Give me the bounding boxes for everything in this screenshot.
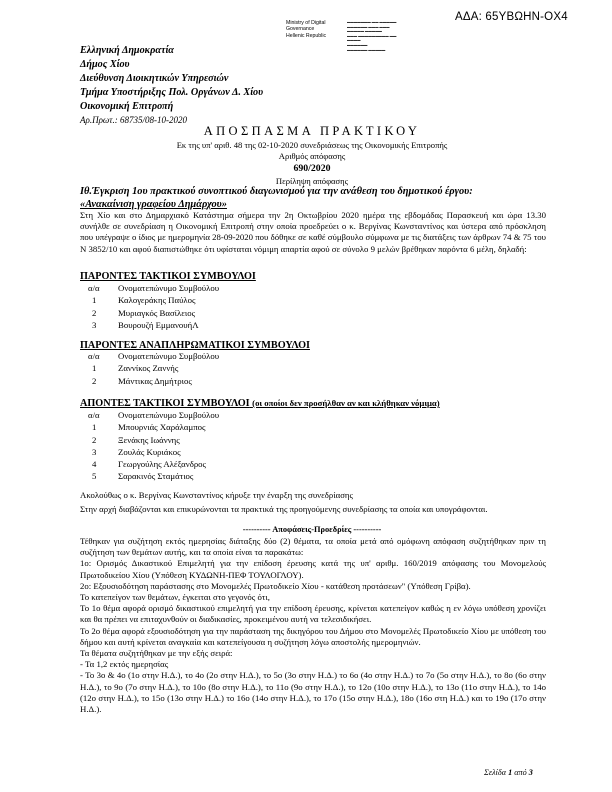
present-regular-table — [88, 282, 219, 331]
absent-regular-heading — [80, 398, 440, 409]
decisions-heading: ---------- Αποφάσεις-Προεδρίες ---------- — [242, 525, 382, 534]
page-number — [484, 768, 533, 777]
row-number: 2 — [92, 375, 97, 386]
column-number-header: α/α — [88, 410, 100, 420]
row-number: 4 — [92, 459, 97, 470]
column-number-header: α/α — [88, 283, 100, 293]
current-page: 1 — [508, 768, 513, 777]
decision-number: 690/2020 — [293, 163, 331, 174]
digital-signature-stamp: ▬▬▬▬▬▬▬ ▬▬ ▬▬▬▬▬ ▬▬▬▬▬▬ ▬▬▬ ▬▬▬ ▬▬▬▬▬ ▬▬▬▬▬ ▬▬▬ ▬▬▬▬▬▬▬▬▬ ▬▬ ▬▬▬▬ ▬▬▬▬▬▬ ▬▬▬▬▬▬ ▬▬▬▬▬ — [347, 20, 397, 52]
member-name: Ζαννίκος Ζαννής — [118, 363, 179, 374]
row-number: 1 — [92, 422, 97, 433]
protocol-number: Αρ.Πρωτ.: 68735/08-10-2020 — [80, 114, 187, 125]
member-name: Καλογεράκης Παύλος — [118, 295, 196, 306]
present-substitute-heading: ΠΑΡΟΝΤΕΣ ΑΝΑΠΛΗΡΩΜΑΤΙΚΟΙ ΣΥΜΒΟΥΛΟΙ — [80, 340, 310, 351]
issuer-header — [80, 44, 263, 127]
row-number: 5 — [92, 471, 97, 482]
member-name: Ζουλάς Κυριάκος — [118, 446, 181, 457]
row-number: 2 — [92, 307, 97, 318]
present-substitute-table — [88, 350, 219, 387]
body-paragraph: Το 1ο θέμα αφορά ορισμό δικαστικού επιμελητή για την επίδοση έρευσης, κρίνεται κατεπείγον καθώς η εν λόγω υπόθεση χρονίζει και θα πρέπει να επιταχυνθούν οι διαδικασίες, προκειμένου αυτή να τελεσιδικήσει. — [80, 603, 546, 625]
column-name-header: Ονοματεπώνυμο Συμβούλου — [118, 283, 220, 293]
member-name: Γεωργούλης Αλέξανδρος — [118, 459, 207, 470]
body-paragraph: Το 2ο θέμα αφορά εξουσιοδότηση για την παράσταση της δικηγόρου του Δήμου στο Μονομελές Πρωτοδικείο Χίου με υπόθεση του δήμου και αυτή κρίνεται αναγκαία και κατεπείγουσα η συζήτηση λόγω αποστολής ημερομηνιών. — [80, 625, 546, 647]
member-name: Σαρακινός Σταμάτιος — [118, 471, 194, 482]
absent-regular-table — [88, 409, 219, 483]
table-header-row — [88, 350, 219, 362]
row-number: 3 — [92, 446, 97, 457]
page-middle: από — [514, 768, 527, 777]
header-line: Οικονομική Επιτροπή — [80, 100, 174, 112]
column-number-header: α/α — [88, 351, 100, 361]
row-number: 2 — [92, 434, 97, 445]
row-number: 3 — [92, 319, 97, 330]
total-pages: 3 — [528, 768, 533, 777]
absent-heading-text: ΑΠΟΝΤΕΣ ΤΑΚΤΙΚΟΙ ΣΥΜΒΟΥΛΟΙ — [80, 398, 250, 409]
member-name: Μάντικας Δημήτριος — [118, 375, 192, 386]
ministry-line: Hellenic Republic — [286, 32, 327, 39]
table-row — [88, 294, 219, 306]
body-paragraph: Τα θέματα συζητήθηκαν με την εξής σειρά: — [80, 648, 233, 659]
member-name: Ξενάκης Ιωάννης — [118, 434, 180, 445]
body-paragraph: Τέθηκαν για συζήτηση εκτός ημερησίας διάταξης δύο (2) θέματα, τα οποία μετά από ομόφωνη απόφαση συζητήθηκαν πριν τη συζήτηση των θεμάτων αυτής, και τα οποία είναι τα παρακάτω: — [80, 536, 546, 558]
decision-number-label: Αριθμός απόφασης — [278, 151, 346, 161]
document-title: ΑΠΟΣΠΑΣΜΑ ΠΡΑΚΤΙΚΟΥ — [203, 124, 421, 138]
session-opening: Ακολούθως ο κ. Βεργίνας Κωνσταντίνος κήρυξε την έναρξη της συνεδρίασης — [80, 490, 353, 500]
table-row — [88, 307, 219, 319]
body-paragraph: 2ο: Εξουσιοδότηση παράστασης στο Μονομελές Πρωτοδικείο Χίου - κατάθεση προτάσεων" (Υπόθεση Γρίβα). — [80, 580, 471, 591]
subject-line: Ιθ.Έγκριση 1ου πρακτικού συνοπτικού διαγωνισμού για την ανάθεση του δημοτικού έργου: — [80, 186, 473, 197]
table-row — [88, 362, 219, 374]
column-name-header: Ονοματεπώνυμο Συμβούλου — [118, 410, 220, 420]
table-header-row — [88, 282, 219, 294]
decisions-body — [80, 536, 546, 715]
summary-label: Περίληψη απόφασης — [275, 176, 349, 186]
table-row — [88, 446, 219, 458]
column-name-header: Ονοματεπώνυμο Συμβούλου — [118, 351, 220, 361]
header-line: Τμήμα Υποστήριξης Πολ. Οργάνων Δ. Χίου — [80, 86, 264, 98]
session-reference: Εκ της υπ' αριθ. 48 της 02-10-2020 συνεδριάσεως της Οικονομικής Επιτροπής — [176, 140, 448, 150]
ministry-label — [286, 20, 346, 39]
absent-heading-note: (οι οποίοι δεν προσήλθαν αν και κλήθηκαν νόμιμα) — [252, 398, 440, 408]
body-paragraph: 1ο: Ορισμός Δικαστικού Επιμελητή για την επίδοση έρευσης κατά της υπ' αριθμ. 160/2019 απόφασης του Μονομελούς Πρωτοδικείου Χίου (Υπόθεση ΚΥΔΩΝΗ-ΠΕΦ ΤΟΥΛΟΓΛΟΥ). — [80, 558, 546, 580]
table-row — [88, 470, 219, 482]
ministry-line: Governance — [286, 26, 315, 33]
opening-paragraph: Στη Χίο και στο Δημαρχιακό Κατάστημα σήμερα την 2η Οκτωβρίου 2020 ημέρα της εβδομάδας Παρασκευή και ώρα 13.30 συνήλθε σε συνεδρίαση η Οικονομική Επιτροπή στην οποία πρoεδρεύει ο κ. Βεργίνας Κωνσταντίνος και ύστερα από πρόσκληση που υπέγραψε ο ίδιος με ημερομηνία 28-09-2020 που δόθηκε σε καθέ σύμβουλο σύμφωνα με τις διατάξεις των άρθρων 74 & 75 του Ν 3852/10 και αφού διαπιστώθηκε ότι υφίσταται νόμιμη απαρτία αφού σε σύνολο 9 μελών βρέθηκαν παρόντα 6 μέλη, δηλαδή: — [80, 210, 546, 254]
body-paragraph: - Το 3ο & 4ο (1ο στην Η.Δ.), το 4ο (2ο στην Η.Δ.), το 5ο (3ο στην Η.Δ.) το 6ο (4ο στην Η.Δ.) το 7ο (5ο στην Η.Δ.), το 8ο (6ο στην Η.Δ.), το 9ο (7ο στην Η.Δ.), το 10ο (8ο στην Η.Δ.), το 11ο (9ο στην Η.Δ.), το 12ο (10ο στην Η.Δ.), το 13ο (11ο στην Η.Δ.), το 14ο (12ο στην Η.Δ.), το 15ο (13ο στην Η.Δ.) το 16ο (14ο στην Η.Δ.), το 17ο (15ο στην Η.Δ.), 18ο (16ο στη Η.Δ.) και το 19ο (17ο στην Η.Δ.). — [80, 670, 546, 715]
member-name: Μυριαγκός Βασίλειος — [118, 307, 196, 318]
table-row — [88, 458, 219, 470]
header-line: Ελληνική Δημοκρατία — [80, 45, 174, 56]
header-line: Δήμος Χίου — [80, 58, 130, 70]
subject-project: «Ανακαίνιση γραφείου Δημάρχου» — [80, 198, 227, 210]
row-number: 1 — [92, 295, 97, 306]
body-paragraph: Το κατεπείγον των θεμάτων, έγκειται στο γεγονός ότι, — [80, 592, 270, 603]
present-regular-heading: ΠΑΡΟΝΤΕΣ ΤΑΚΤΙΚΟΙ ΣΥΜΒΟΥΛΟΙ — [80, 271, 256, 282]
table-row — [88, 375, 219, 387]
header-line: Διεύθυνση Διοικητικών Υπηρεσιών — [80, 72, 229, 84]
row-number: 1 — [92, 363, 97, 374]
body-paragraph: - Τα 1,2 εκτός ημερησίας — [80, 659, 169, 670]
member-name: Βουρουζή ΕμμανουήΛ — [118, 319, 199, 330]
member-name: Μπουρνιάς Χαράλαμπος — [118, 422, 206, 433]
ada-code: ΑΔΑ: 65ΥΒΩΗΝ-ΟΧ4 — [455, 11, 568, 23]
table-header-row — [88, 409, 219, 421]
page-prefix: Σελίδα — [484, 768, 507, 777]
table-row — [88, 434, 219, 446]
decision-subject — [80, 186, 548, 211]
table-row — [88, 319, 219, 331]
minutes-approval: Στην αρχή διαβάζονται και επικυρώνονται τα πρακτικά της προηγούμενης συνεδρίασης τα οποία και υπογράφονται. — [80, 504, 488, 514]
ministry-line: Ministry of Digital — [286, 20, 326, 26]
table-row — [88, 421, 219, 433]
